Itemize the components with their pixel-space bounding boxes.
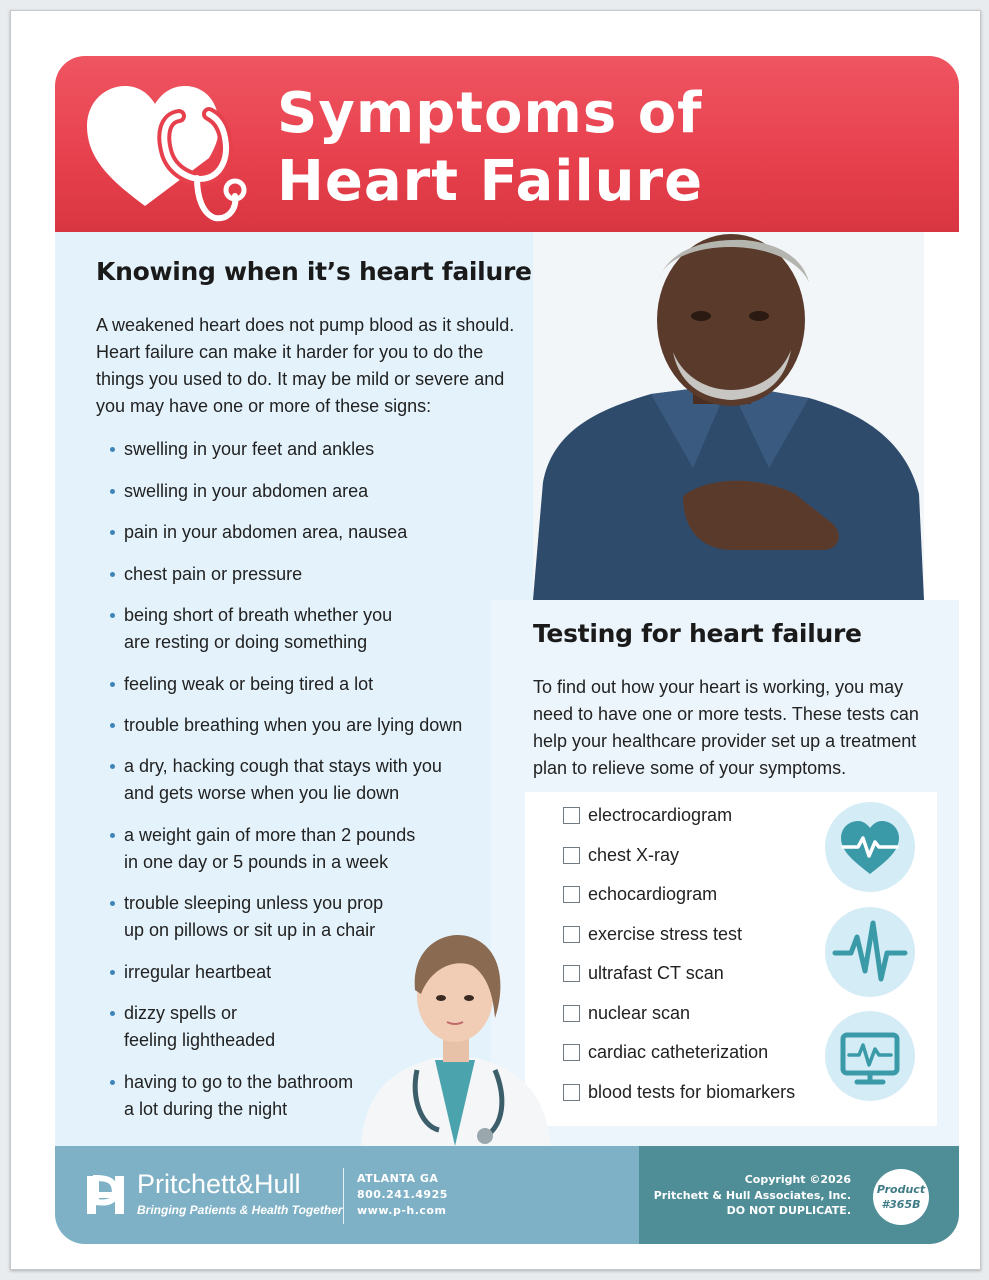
symptom-item: having to go to the bathroom a lot during the night	[110, 1069, 494, 1123]
contact-city: ATLANTA GA	[357, 1172, 439, 1185]
symptoms-heading: Knowing when it’s heart failure	[96, 257, 532, 286]
symptom-item: chest pain or pressure	[110, 561, 494, 588]
brand-name: Pritchett&Hull	[137, 1169, 301, 1199]
heart-ecg-icon	[825, 802, 915, 892]
copyright-line: Copyright ©2026	[744, 1173, 851, 1186]
checkbox[interactable]	[563, 886, 580, 903]
product-label: Product	[876, 1183, 926, 1196]
symptom-item: trouble sleeping unless you prop up on pillows or sit up in a chair	[110, 890, 494, 944]
handout-card: Symptoms of Heart Failure Knowing when it’s heart failure A weakened heart does not pump blood as it should. Heart failure can make it harder for you to do the things you used to do. It may be mild or severe and you may have one or more of these signs: swelling in your feet and ankles swelling in your abdomen area pain in your abdomen area, nausea chest pain or pressure being short of breath whether you are resting or doing something feeling weak or being tired a lot trouble breathing when you are lying down a dry, hacking cough that stays with you and gets worse when you lie down a weight gain of more than 2 pounds in one day or 5 pounds in a week trouble sleeping unless you prop up on pillows or sit up in a chair irregular heartbeat dizzy spells or feeling lightheaded having to go to the bathroom a lot during the night Testing for heart failure To find out how your heart is working, you may need to have one or more tests. These tests can help your healthcare provider set up a treatment plan to relieve some of your symptoms. electrocardiogram chest X-ray echocardiogram exercise stress test ultrafast CT scan nuclear scan cardiac catheterization blood tests for biomarkers Pritchett&Hull Bringing Patients & Health Together ATLANTA GA 800.241.4925 www.p-h.com Copyright ©2026 Pritchett & Hull Associates, Inc. DO NOT DUPLICATE. Product #365B	[55, 56, 959, 1244]
copyright-line: Pritchett & Hull Associates, Inc.	[653, 1188, 851, 1202]
symptom-item: pain in your abdomen area, nausea	[110, 519, 494, 546]
checkbox[interactable]	[563, 847, 580, 864]
symptom-item: trouble breathing when you are lying down	[110, 712, 494, 739]
footer-copyright	[639, 1146, 959, 1244]
symptom-item: a weight gain of more than 2 pounds in one day or 5 pounds in a week	[110, 822, 494, 876]
man-chest-pain-photo	[533, 232, 924, 600]
contact-info	[357, 1171, 448, 1219]
header-banner	[55, 56, 959, 232]
title-line-1: Symptoms of	[277, 81, 703, 146]
product-number: #365B	[881, 1198, 921, 1211]
patient-illustration	[533, 232, 924, 600]
doctor-illustration	[355, 898, 555, 1146]
checkbox[interactable]	[563, 1084, 580, 1101]
checkbox[interactable]	[563, 926, 580, 943]
symptom-item: swelling in your abdomen area	[110, 478, 494, 505]
contact-phone: 800.241.4925	[357, 1188, 448, 1201]
heart-stethoscope-icon	[83, 74, 253, 224]
symptom-item: dizzy spells or feeling lightheaded	[110, 1000, 494, 1054]
contact-website: www.p-h.com	[357, 1204, 447, 1217]
checkbox[interactable]	[563, 1005, 580, 1022]
checkbox[interactable]	[563, 1044, 580, 1061]
title-line-2: Heart Failure	[277, 149, 704, 214]
symptom-item: being short of breath whether you are resting or doing something	[110, 602, 494, 656]
copyright-text	[631, 1172, 851, 1219]
checkbox[interactable]	[563, 807, 580, 824]
page-sheet	[10, 10, 981, 1270]
symptom-item: irregular heartbeat	[110, 959, 494, 986]
brand-tagline: Bringing Patients & Health Together	[137, 1203, 343, 1217]
symptom-item: feeling weak or being tired a lot	[110, 671, 494, 698]
pulse-wave-icon	[825, 907, 915, 997]
testing-heading: Testing for heart failure	[533, 619, 862, 648]
copyright-line: DO NOT DUPLICATE.	[726, 1204, 851, 1217]
footer-divider	[343, 1168, 344, 1224]
checkbox[interactable]	[563, 965, 580, 982]
symptoms-intro: A weakened heart does not pump blood as it should. Heart failure can make it harder for you to do the things you used to do. It may be mild or severe and you may have one or more of these signs:	[96, 315, 515, 416]
pritchett-hull-logo-icon	[85, 1172, 133, 1216]
heart-monitor-icon	[825, 1011, 915, 1101]
testing-intro: To find out how your heart is working, you may need to have one or more tests. These tests can help your healthcare provider set up a treatment plan to relieve some of your symptoms.	[533, 677, 919, 778]
symptom-item: swelling in your feet and ankles	[110, 436, 494, 463]
footer-brand	[55, 1146, 639, 1244]
symptom-item: a dry, hacking cough that stays with you and gets worse when you lie down	[110, 753, 494, 807]
product-badge	[873, 1169, 929, 1225]
page-title	[277, 80, 703, 216]
